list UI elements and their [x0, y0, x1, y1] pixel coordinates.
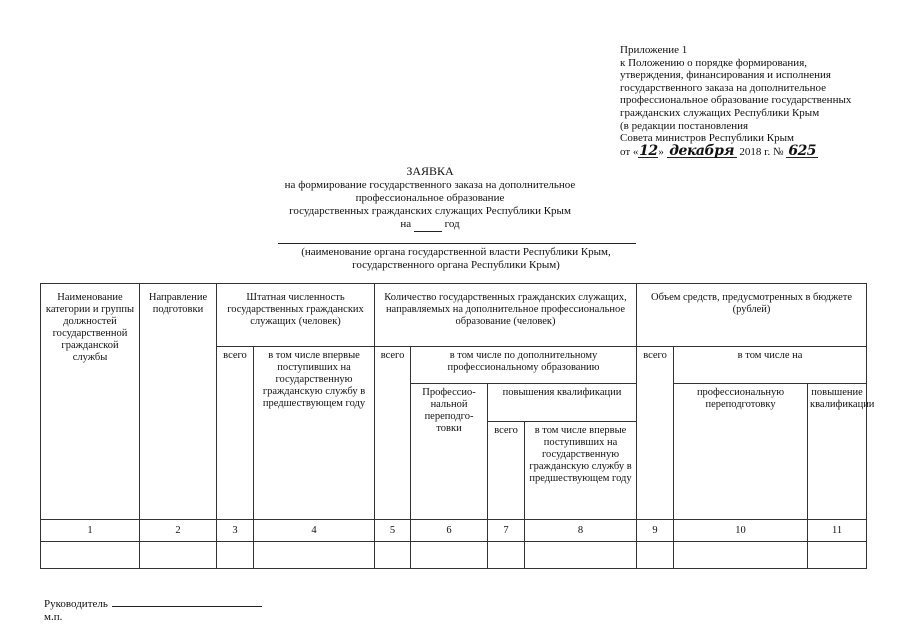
header-count-total: всего — [375, 347, 411, 520]
date-year: 2018 г. № — [739, 145, 784, 158]
header-funds-qualification: повышение квалификации — [808, 384, 867, 520]
appendix-line: утверждения, финансирования и исполнения — [620, 69, 831, 82]
title-line: на формирование государственного заказа на дополнительное — [284, 179, 576, 191]
table-cell — [41, 542, 140, 569]
header-count: Количество государственных гражданских служащих, направляемых на дополнительное профессиональное образование (человек) — [375, 284, 637, 347]
column-number: 8 — [525, 520, 637, 542]
appendix-line: государственного заказа на дополнительное — [620, 81, 826, 94]
request-table — [40, 283, 875, 569]
appendix-line: гражданских служащих Республики Крым — [620, 106, 820, 119]
column-number: 7 — [488, 520, 525, 542]
signature-line — [112, 596, 262, 607]
org-caption-line: государственного органа Республики Крым) — [352, 259, 560, 271]
date-day: 12 — [639, 142, 658, 159]
date-month: декабря — [667, 145, 737, 159]
date-number: 625 — [786, 145, 818, 159]
title-line: государственных гражданских служащих Республики Крым — [289, 205, 571, 217]
table-cell — [637, 542, 674, 569]
year-suffix: год — [444, 218, 460, 230]
column-number: 3 — [217, 520, 254, 542]
title-heading: ЗАЯВКА — [406, 164, 454, 178]
table-cell — [375, 542, 411, 569]
table-cell — [411, 542, 488, 569]
appendix-line: Приложение 1 — [620, 44, 688, 56]
column-number: 9 — [637, 520, 674, 542]
column-number: 10 — [674, 520, 808, 542]
signature-block — [44, 596, 262, 624]
header-staff-first: в том числе впервые поступивших на государственную гражданскую службу в предшествующем году — [254, 347, 375, 520]
document-title — [260, 165, 600, 232]
header-qual-total: всего — [488, 422, 525, 520]
org-caption — [270, 246, 642, 272]
appendix-note — [620, 44, 890, 158]
header-qual-first: в том числе впервые поступивших на государственную гражданскую службу в предшествующем году — [525, 422, 637, 520]
appendix-line: к Положению о порядке формирования, — [620, 56, 808, 69]
header-count-incl: в том числе по дополнительному профессиональному образованию — [411, 347, 637, 384]
column-number: 4 — [254, 520, 375, 542]
title-line: профессиональное образование — [355, 192, 505, 204]
header-funds-retraining: профессиональную переподготовку — [674, 384, 808, 520]
table-cell — [488, 542, 525, 569]
date-prefix: от « — [620, 145, 639, 158]
table-cell — [525, 542, 637, 569]
header-direction: Направление подготовки — [140, 284, 217, 520]
header-category: Наименование категории и группы должностей государственной гражданской службы — [41, 284, 140, 520]
head-label: Руководитель — [44, 598, 108, 610]
org-caption-line: (наименование органа государственной власти Республики Крым, — [301, 246, 611, 258]
column-number: 11 — [808, 520, 867, 542]
appendix-line: профессиональное образование государственных — [620, 94, 852, 107]
column-number: 6 — [411, 520, 488, 542]
column-number: 1 — [41, 520, 140, 542]
header-qualification: повышения квалификации — [488, 384, 637, 422]
table-row — [41, 542, 867, 569]
head-line — [44, 596, 262, 611]
appendix-line: (в редакции постановления — [620, 119, 749, 132]
table-cell — [217, 542, 254, 569]
table-cell — [140, 542, 217, 569]
stamp-label: м.п. — [44, 611, 63, 623]
date-mid: » — [658, 145, 664, 158]
header-funds: Объем средств, предусмотренных в бюджете (рублей) — [637, 284, 867, 347]
title-year-line — [260, 218, 600, 232]
header-funds-incl: в том числе на — [674, 347, 867, 384]
org-name-line — [278, 243, 636, 244]
header-staff-total: всего — [217, 347, 254, 520]
year-prefix: на — [400, 218, 412, 230]
header-funds-total: всего — [637, 347, 674, 520]
appendix-line: Совета министров Республики Крым — [620, 132, 794, 145]
header-staff: Штатная численность государственных гражданских служащих (человек) — [217, 284, 375, 347]
table-cell — [674, 542, 808, 569]
table-cell — [808, 542, 867, 569]
table-cell — [254, 542, 375, 569]
year-blank — [414, 218, 442, 232]
column-number: 5 — [375, 520, 411, 542]
column-number: 2 — [140, 520, 217, 542]
appendix-date-line — [620, 142, 890, 159]
header-retraining: Профессио-нальной переподго-товки — [411, 384, 488, 520]
